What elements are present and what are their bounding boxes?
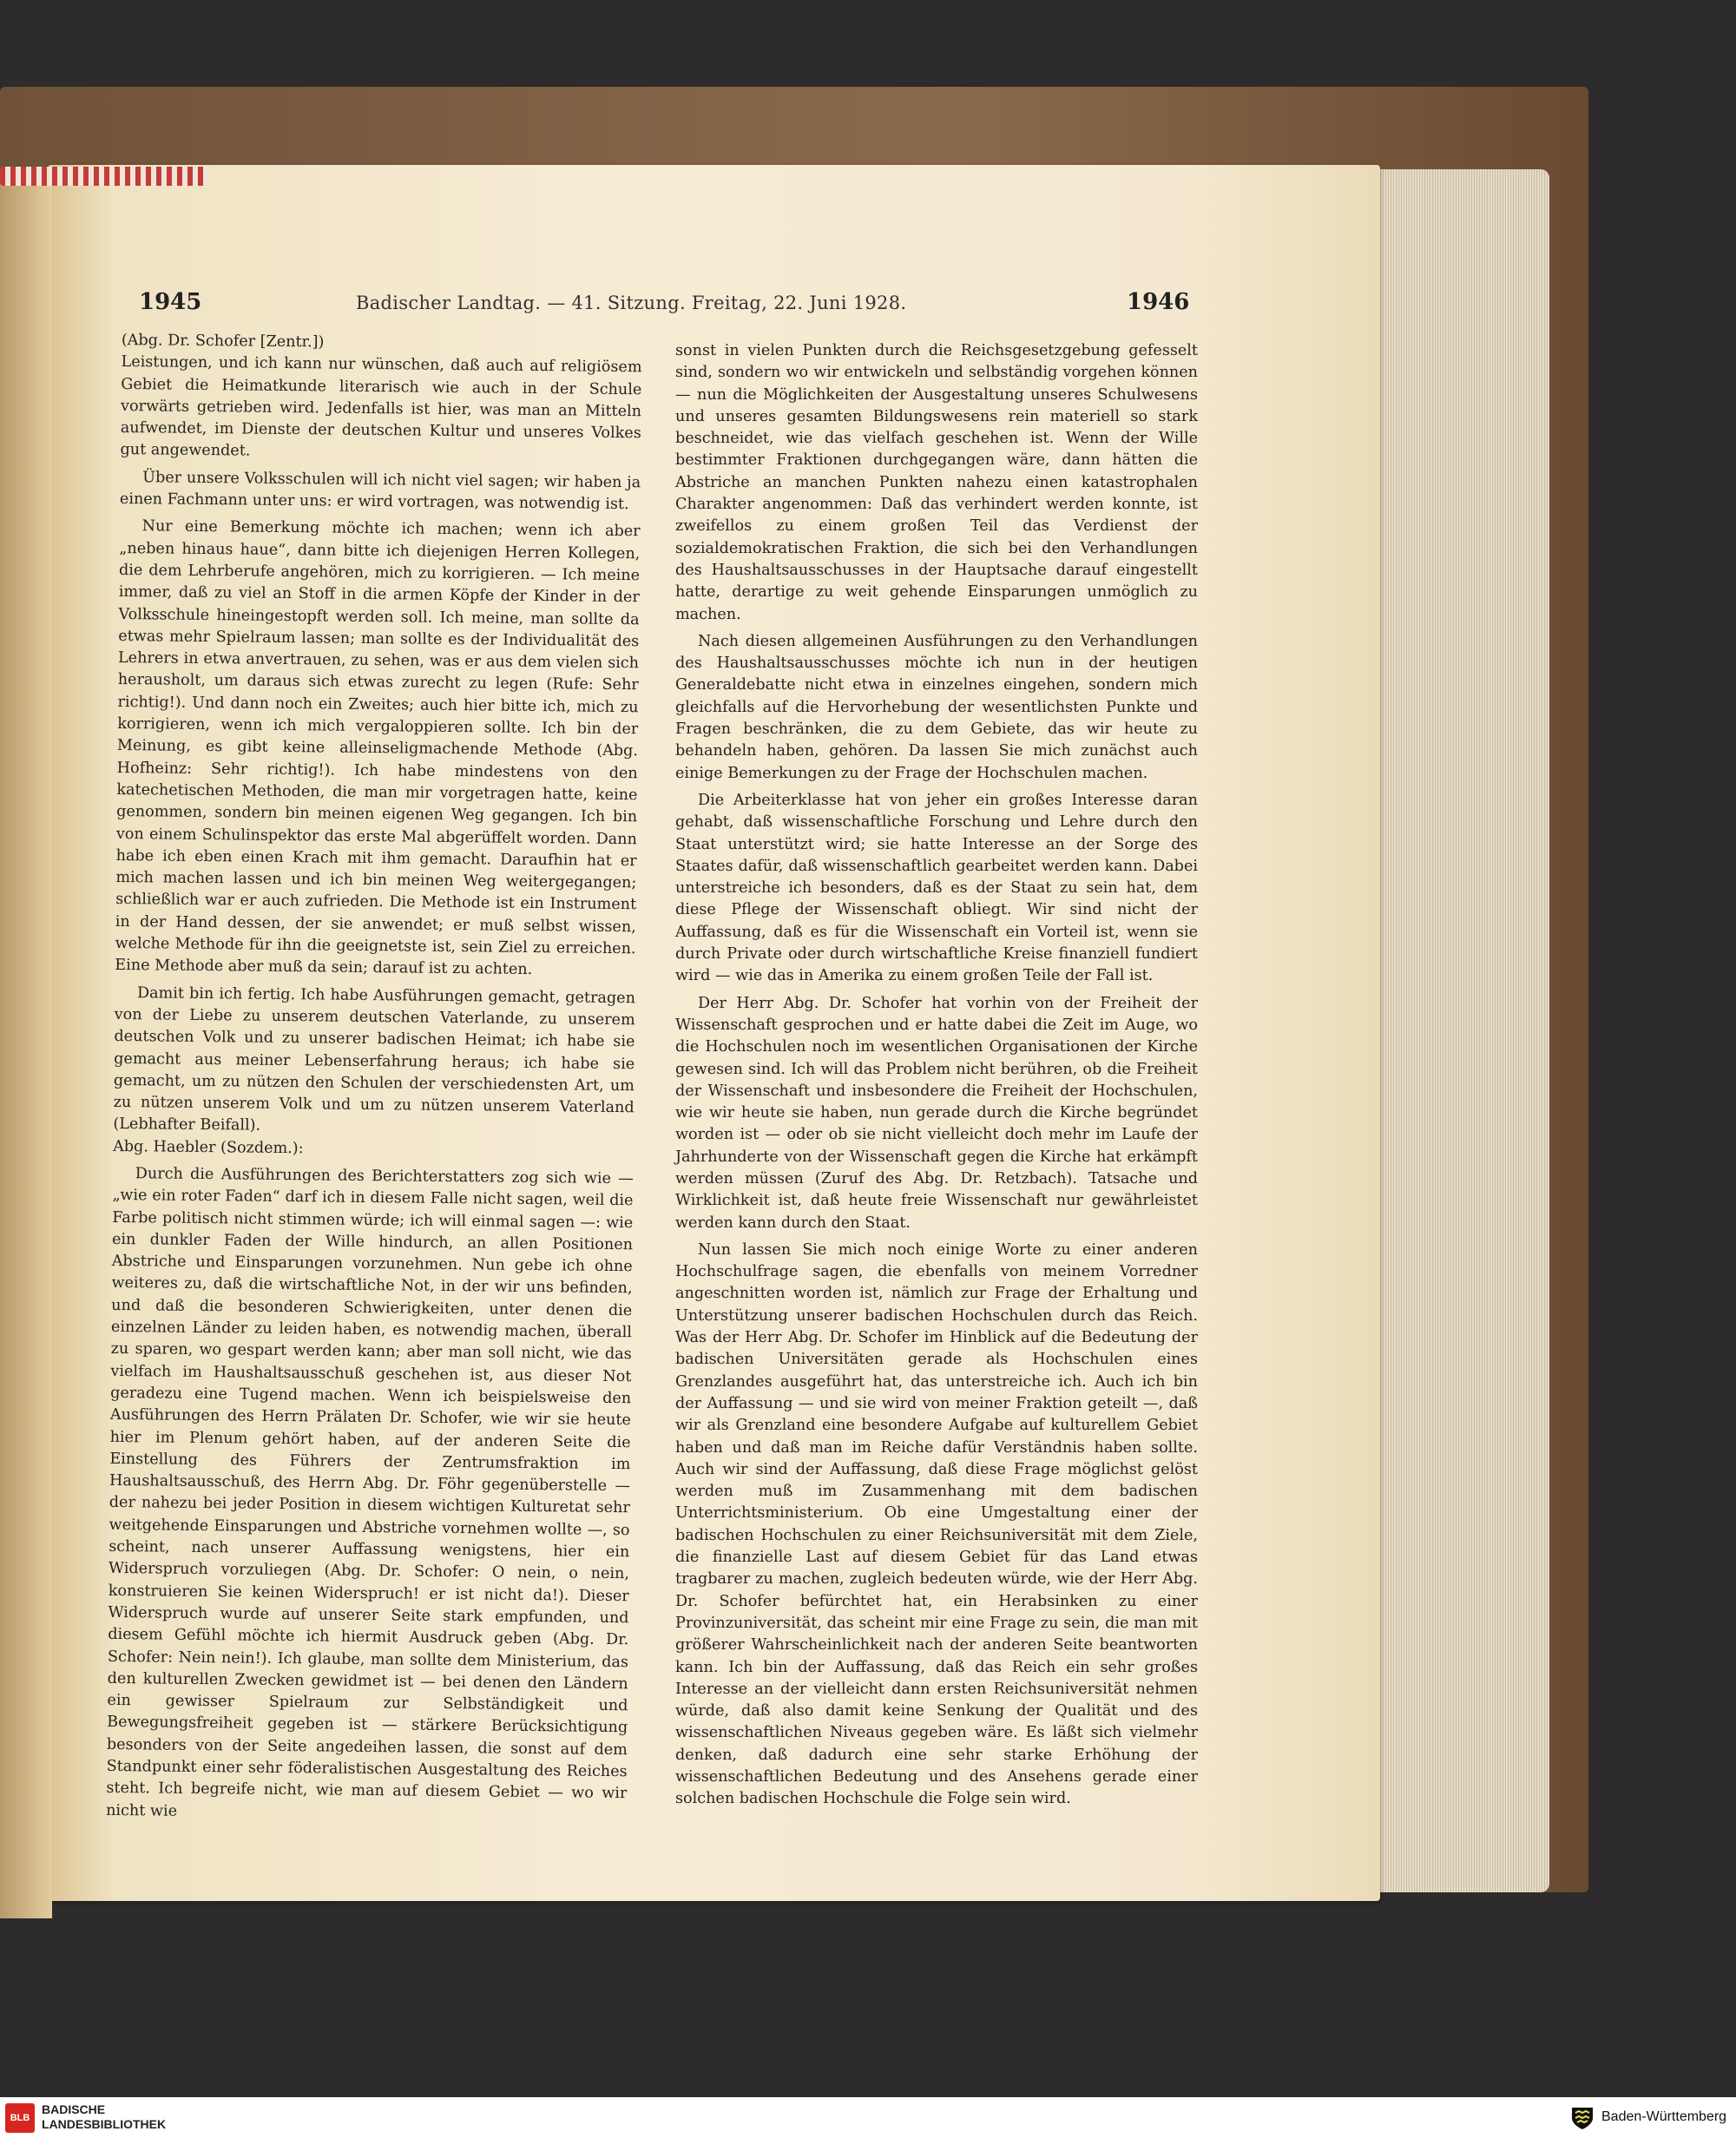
paragraph: Damit bin ich fertig. Ich habe Ausführungen gemacht, getragen von der Liebe zu unserem deutschen Vaterlande, zu unserem deutschen Volk und zu unserer badischen Heimat; ich habe sie gemacht aus meiner Lebenserfahrung heraus; ich habe sie gemacht, um zu nützen den Schulen der verschiedensten Art, um zu nützen unserem Volk und um zu nützen unserem Vaterland (Lebhafter Beifall). [113, 983, 636, 1135]
footer-bar [0, 2097, 1736, 2138]
running-head: Badischer Landtag. — 41. Sitzung. Freitag, 22. Juni 1928. [356, 293, 907, 313]
paragraph: sonst in vielen Punkten durch die Reichsgesetzgebung gefesselt sind, sondern wo wir entwickeln und selbständig vorgehen können — nun die Möglichkeiten der Ausgestaltung unseres Schulwesens und unseres gesamten Bildungswesens rein materiell so stark beschneidet, wie das vielfach geschehen ist. Wenn der Wille bestimmter Fraktionen durchgegangen wäre, dann hätten die Abstriche an manchen Punkten nahezu einen katastrophalen Charakter angenommen: Daß das verhindert werden konnte, ist zweifellos zu einem großen Teil das Verdienst der sozialdemokratischen Fraktion, die sich bei den Verhandlungen des Haushaltsausschusses in der Hauptsache darauf eingestellt hatte, derartige zu weit gehende Einsparungen unmöglich zu machen. [675, 342, 1198, 623]
page-number-right: 1946 [1127, 289, 1190, 315]
paragraph: Nach diesen allgemeinen Ausführungen zu den Verhandlungen des Haushaltsausschusses möchte ich nun in der heutigen Generaldebatte nicht etwa in einzelnes eingehen, sondern mich gleichfalls auf die Hervorhebung der wesentlichsten Punkte und Fragen beschränken, die zu dem Gebiete, das wir heute zu behandeln haben, gehören. Da lassen Sie mich zunächst auch einige Bemerkungen zu der Frage der Hochschulen machen. [675, 632, 1198, 782]
coat-of-arms-icon [1569, 2105, 1595, 2131]
library-name[interactable] [42, 2102, 166, 2132]
paragraph: Nun lassen Sie mich noch einige Worte zu einer anderen Hochschulfrage sagen, die ebenfalls von meinem Vorredner angeschnitten worden ist, nämlich zur Frage der Erhaltung und Unterstützung unserer badischen Hochschulen durch das Reich. Was der Herr Abg. Dr. Schofer im Hinblick auf die Bedeutung der badischen Universitäten gerade als Hochschulen eines Grenzlandes ausgeführt hat, das unterstreiche ich. Auch ich bin der Auffassung — und sie wird von meiner Fraktion geteilt —, daß wir als Grenzland eine besondere Aufgabe auf kulturellem Gebiet haben und daß man im Reiche dafür Verständnis haben sollte. Auch wir sind der Auffassung, daß diese Frage möglichst gelöst werden muß im Zusammenhang mit dem badischen Unterrichtsministerium. Ob eine Umgestaltung einer der badischen Hochschulen zu einer Reichsuniversität mit dem Ziele, die finanzielle Last auf diesem Gebiet für das Land etwas tragbarer zu machen, zugleich bedeuten würde, wie der Herr Abg. Dr. Schofer befürchtet hat, ein Herabsinken zu einer Provinzuniversität, das scheint mir eine Frage zu sein, die man mit größerer Wahrscheinlichkeit nach der anderen Seite beantworten kann. Ich bin der Auffassung, daß das Reich ein sehr großes Interesse an der vielleicht dann ersten Reichsuniversität nehmen würde, daß also damit keine Senkung der Qualität und des wissenschaftlichen Niveaus gegeben wäre. Es läßt sich vielmehr denken, daß dadurch eine sehr starke Erhöhung der wissenschaftlichen Bedeutung und des Ansehens gerade einer solchen badischen Hochschule die Folge sein wird. [675, 1240, 1198, 1808]
speaker-note: (Abg. Dr. Schofer [Zentr.]) [121, 331, 325, 352]
paragraph: Durch die Ausführungen des Berichterstatters zog sich wie — „wie ein roter Faden“ darf ich in diesem Falle nicht sagen, weil die Farbe politisch nicht stimmen würde; ich will einmal sagen —: wie ein dunkler Faden der Wille hindurch, an allen Positionen Abstriche und Einsparungen vorzunehmen. Nun gebe ich ohne weiteres zu, daß die wirtschaftliche Not, in der wir uns befinden, und daß die besonderen Schwierigkeiten, unter denen die einzelnen Länder zu leiden haben, es notwendig machen, überall zu sparen, wo gespart werden kann; aber man soll nicht, wie das vielfach im Haushaltsausschuß geschehen ist, aus dieser Not geradezu eine Tugend machen. Wenn ich beispielsweise den Ausführungen des Herrn Prälaten Dr. Schofer, wie wir sie heute hier im Plenum gehört haben, auf der anderen Seite die Einstellung des Führers der Zentrumsfraktion im Haushaltsausschuß, des Herrn Abg. Dr. Föhr gegenüberstelle — der nahezu bei jeder Position in diesem wichtigen Kulturetat sehr weitgehende Einsparungen und Abstriche vornehmen wollte —, so scheint, nach unserer Auffassung wenigstens, hier ein Widerspruch vorzuliegen (Abg. Dr. Schofer: O nein, o nein, konstruieren Sie keinen Widerspruch! er ist nicht da!). Dieser Widerspruch wurde auf unserer Seite stark empfunden, und diesem Gefühl möchte ich hiermit Ausdruck geben (Abg. Dr. Schofer: Nein nein!). Ich glaube, man sollte dem Ministerium, das den kulturellen Zwecken gewidmet ist — bei denen den Ländern ein gewisser Spielraum zur Selbständigkeit und Bewegungsfreiheit gegeben ist — stärkere Berücksichtigung besonders von der Seite angedeihen lassen, die sonst auf dem Standpunkt einer sehr föderalistischen Ausgestaltung des Reiches steht. Ich begreife nicht, wie man auf diesem Gebiet — wo wir nicht wie [106, 1165, 634, 1820]
paragraph: Die Arbeiterklasse hat von jeher ein großes Interesse daran gehabt, daß wissenschaftliche Forschung und Lehre durch den Staat unterstützt wird; sie hatte Interesse an der Sorge des Staates dafür, daß wissenschaftlich gearbeitet werden kann. Dabei unterstreiche ich besonders, daß es der Staat zu sein hat, dem diese Pflege der Wissenschaft obliegt. Wir sind nicht der Auffassung, daß es für die Wissenschaft ein Vorteil ist, wenn sie durch Private oder durch wirtschaftliche Kreise finanziell fundiert wird — wie das in Amerika zu einem großen Teile der Fall ist. [675, 791, 1198, 985]
left-column [106, 330, 642, 1827]
paragraph: Der Herr Abg. Dr. Schofer hat vorhin von der Freiheit der Wissenschaft gesprochen und er hatte dabei die Zeit im Auge, wo die Hochschulen noch im wesentlichen Organisationen der Kirche gewesen sind. Ich will das Problem nicht berühren, ob die Freiheit der Wissenschaft und insbesondere die Freiheit der Hochschulen, wie wir heute sie haben, nun gerade durch die Kirche begründet worden ist — oder ob sie nicht vielleicht doch mehr im Laufe der Jahrhunderte von der Wissenschaft gegen die Kirche hat erkämpft werden müssen (Zuruf des Abg. Dr. Retzbach). Tatsache und Wirklichkeit ist, daß heute freie Wissenschaft nur gewährleistet werden kann durch den Staat. [675, 994, 1198, 1232]
library-name-line2: LANDESBIBLIOTHEK [42, 2117, 167, 2131]
speaker-heading: Abg. Haebler (Sozdem.): [113, 1137, 304, 1157]
page-edges [1376, 169, 1549, 1892]
blb-logo[interactable]: BLB [5, 2103, 35, 2133]
paragraph: Leistungen, und ich kann nur wünschen, daß auch auf religiösem Gebiet die Heimatkunde literarisch wie auch in der Schule vorwärts getrieben wird. Jedenfalls ist hier, was man an Mitteln aufwendet, im Dienste der deutschen Kultur und unseres Volkes gut angewendet. [120, 353, 642, 461]
headband [0, 167, 208, 186]
state-name[interactable]: Baden-Württemberg [1601, 2109, 1727, 2124]
page-number-left: 1945 [139, 289, 202, 315]
paragraph: Nur eine Bemerkung möchte ich machen; wenn ich aber „neben hinaus haue“, dann bitte ich diejenigen Herren Kollegen, die dem Lehrberufe angehören, mich zu korrigieren. — Ich meine immer, daß zu viel an Stoff in die armen Köpfe der Kinder in der Volksschule hineingestopft werden soll. Ich meine, man sollte da etwas mehr Spielraum lassen; man sollte es der Individualität des Lehrers in etwa anvertrauen, zu sehen, was er aus dem vielen sich herausholt, um daraus sich etwas zurecht zu legen (Rufe: Sehr richtig!). Und dann noch ein Zweites; auch hier bitte ich, mich zu korrigieren, wenn ich mich vergaloppieren sollte. Ich bin der Meinung, es gibt keine alleinseligmachende Methode (Abg. Hofheinz: Sehr richtig!). Ich habe mindestens von den katechetischen Methoden, die man mir vorgetragen hatte, keine genommen, sondern bin meinen eigenen Weg gegangen. Ich bin von einem Schulinspektor das erste Mal abgerüffelt worden. Dann habe ich eben einen Krach mit ihm gemacht. Daraufhin hat er mich machen lassen und ich bin meinen Weg weitergegangen; schließlich war er auch zufrieden. Die Methode ist ein Instrument in der Hand dessen, der sie anwendet; er muß selbst wissen, welche Methode für ihn die geeignetste ist, sein Ziel zu erreichen. Eine Methode aber muß da sein; darauf ist zu achten. [115, 517, 641, 979]
paragraph: Über unsere Volksschulen will ich nicht viel sagen; wir haben ja einen Fachmann unter uns: er wird vortragen, was notwendig ist. [119, 469, 641, 514]
previous-page-edge [0, 182, 52, 1918]
right-column [675, 340, 1198, 1811]
library-name-line1: BADISCHE [42, 2102, 106, 2116]
